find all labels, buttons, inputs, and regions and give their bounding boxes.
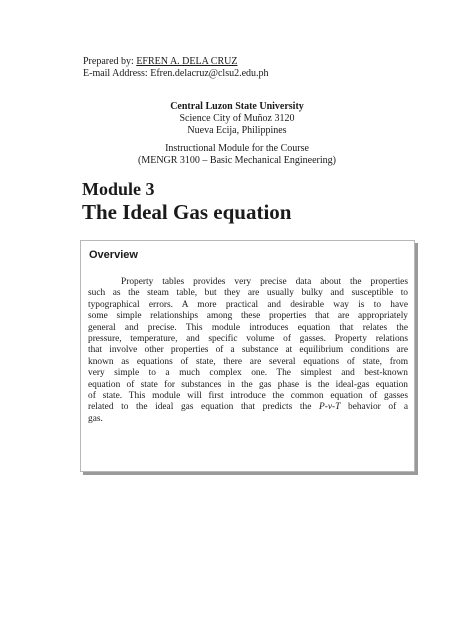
overview-line: known as equations of state, there are several equations of state, from	[88, 356, 408, 367]
overview-line-end: behavior of a	[348, 402, 409, 413]
overview-line: that involve other properties of a substance at equilibrium conditions are	[88, 345, 408, 356]
author-name: EFREN A. DELA CRUZ	[136, 56, 238, 67]
overview-line	[88, 402, 408, 413]
address-line-1: Science City of Muñoz 3120	[179, 113, 295, 124]
overview-line-text: related to the ideal gas equation that predicts the	[88, 402, 312, 413]
overview-line: general and precise. This module introduces equation that relates the	[88, 322, 408, 333]
address-line-2: Nueva Ecija, Philippines	[187, 125, 287, 136]
prepared-label: Prepared by:	[83, 56, 134, 67]
prepared-by-line	[83, 56, 269, 68]
module-title: The Ideal Gas equation	[82, 200, 292, 224]
course-block	[0, 143, 474, 167]
institution-block	[0, 101, 474, 137]
overview-line: Property tables provides very precise data about the properties	[121, 277, 408, 287]
university-name: Central Luzon State University	[170, 101, 304, 112]
overview-line: typographical errors. A more practical and desirable way is to have	[88, 299, 408, 310]
email-label: E-mail Address:	[83, 68, 148, 79]
pvt-symbol: P-v-T	[319, 402, 341, 413]
overview-line: such as the steam table, but they are usually bulky and susceptible to	[88, 288, 408, 299]
author-info	[83, 56, 269, 80]
overview-heading: Overview	[89, 249, 138, 261]
overview-line: equation of state for substances in the gas phase is the ideal-gas equation	[88, 379, 408, 390]
course-line-2: (MENGR 3100 – Basic Mechanical Engineering)	[137, 155, 336, 166]
module-number: Module 3	[82, 179, 155, 199]
overview-line: very simple to a much complex one. The simplest and best-known	[88, 368, 408, 379]
email-line	[83, 68, 269, 80]
overview-line: of state. This module will first introduce the common equation of gasses	[88, 391, 408, 402]
overview-line: pressure, temperature, and specific volume of gasses. Property relations	[88, 334, 408, 345]
overview-text	[88, 277, 408, 425]
overview-box	[80, 240, 415, 472]
overview-last-line: gas.	[88, 413, 103, 424]
course-line-1: Instructional Module for the Course	[165, 143, 309, 154]
email-address: Efren.delacruz@clsu2.edu.ph	[150, 68, 269, 79]
overview-line: some simple relationships among these properties that are appropriately	[88, 311, 408, 322]
